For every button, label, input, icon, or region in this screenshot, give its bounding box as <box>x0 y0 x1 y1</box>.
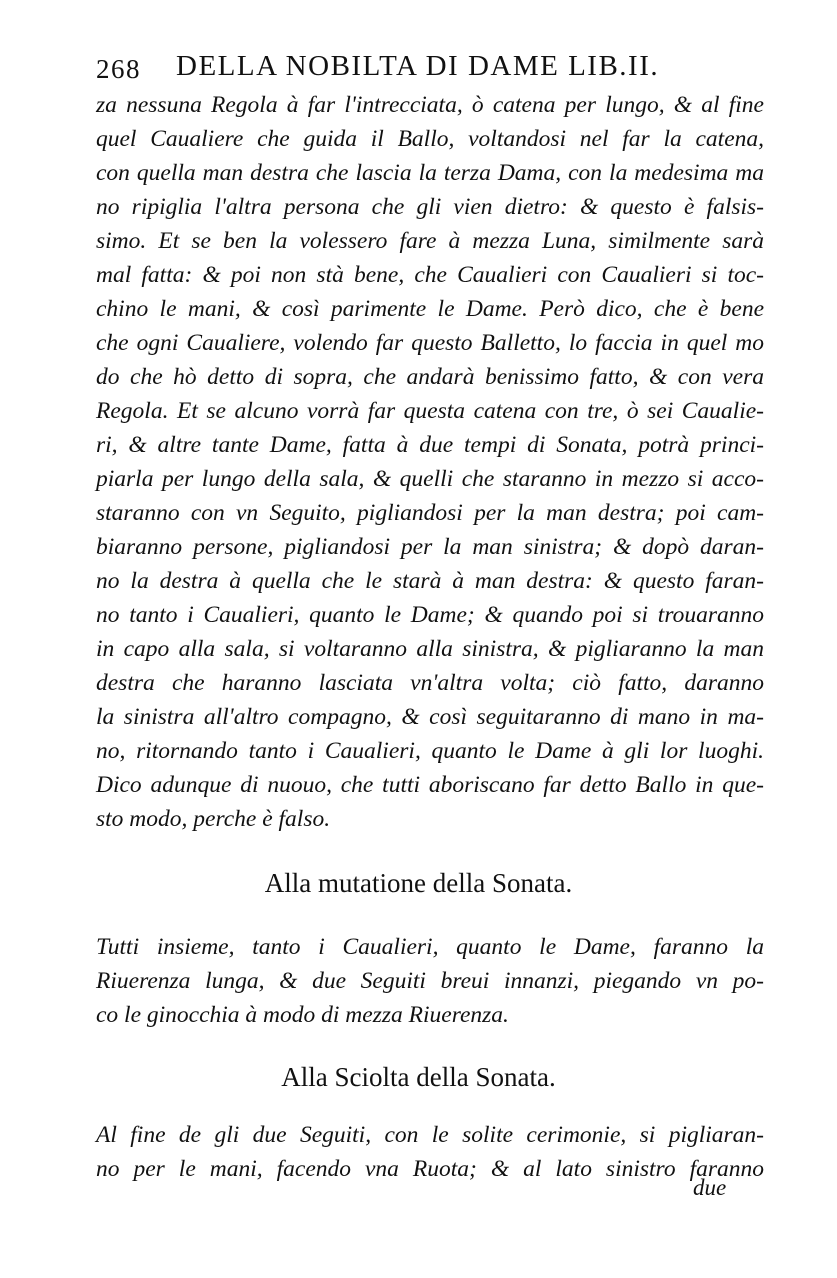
page-number: 268 <box>96 54 141 84</box>
text-line: sto modo, perche è falso. <box>96 806 331 832</box>
text-line: no ripiglia l'altra persona che gli vien dietro: & questo è falsis- <box>96 194 764 220</box>
text-line: chino le mani, & così parimente le Dame. Però dico, che è bene <box>96 296 764 322</box>
text-line: no per le mani, facendo vna Ruota; & al lato sinistro faranno <box>96 1156 764 1182</box>
text-line: destra che haranno lasciata vn'altra volta; ciò fatto, daranno <box>96 670 764 696</box>
text-line: za nessuna Regola à far l'intrecciata, ò catena per lungo, & al fine <box>96 92 764 118</box>
text-line: la sinistra all'altro compagno, & così seguitaranno di mano in ma- <box>96 704 764 730</box>
text-line: piarla per lungo della sala, & quelli che staranno in mezzo si acco- <box>96 466 764 492</box>
running-head <box>96 50 736 90</box>
paragraph-sciolta <box>96 1118 776 1186</box>
text-line: co le ginocchia à modo di mezza Riuerenza. <box>96 1002 509 1028</box>
text-line: Dico adunque di nuouo, che tutti aboriscano far detto Ballo in que- <box>96 772 764 798</box>
text-line: quel Caualiere che guida il Ballo, voltandosi nel far la catena, <box>96 126 764 152</box>
text-line: do che hò detto di sopra, che andarà benissimo fatto, & con vera <box>96 364 764 390</box>
text-line: no la destra à quella che le starà à man destra: & questo faran- <box>96 568 764 594</box>
section-heading-mutatione: Alla mutatione della Sonata. <box>264 868 573 898</box>
text-line: simo. Et se ben la volessero fare à mezza Luna, similmente sarà <box>96 228 764 254</box>
text-line: Tutti insieme, tanto i Caualieri, quanto le Dame, faranno la <box>96 934 764 960</box>
text-line: Regola. Et se alcuno vorrà far questa catena con tre, ò sei Caualie- <box>96 398 764 424</box>
text-line: Al fine de gli due Seguiti, con le solite cerimonie, si pigliaran- <box>96 1122 764 1148</box>
text-line: in capo alla sala, si voltaranno alla sinistra, & pigliaranno la man <box>96 636 764 662</box>
text-line: con quella man destra che lascia la terza Dama, con la medesima ma <box>96 160 764 186</box>
text-line: Riuerenza lunga, & due Seguiti breui innanzi, piegando vn po- <box>96 968 764 994</box>
catchword: due <box>693 1175 727 1200</box>
running-title: DELLA NOBILTA DI DAME LIB.II. <box>176 50 660 82</box>
text-line: staranno con vn Seguito, pigliandosi per la man destra; poi cam- <box>96 500 764 526</box>
text-line: no, ritornando tanto i Caualieri, quanto le Dame à gli lor luoghi. <box>96 738 764 764</box>
section-heading-sciolta: Alla Sciolta della Sonata. <box>281 1062 556 1092</box>
paragraph-mutatione <box>96 930 776 1032</box>
text-line: che ogni Caualiere, volendo far questo Balletto, lo faccia in quel mo <box>96 330 764 356</box>
text-line: biaranno persone, pigliandosi per la man sinistra; & dopò daran- <box>96 534 764 560</box>
text-line: ri, & altre tante Dame, fatta à due tempi di Sonata, potrà princi- <box>96 432 764 458</box>
text-line: no tanto i Caualieri, quanto le Dame; & quando poi si trouaranno <box>96 602 764 628</box>
paragraph-catena <box>96 88 776 836</box>
text-line: mal fatta: & poi non stà bene, che Caualieri con Caualieri si toc- <box>96 262 764 288</box>
